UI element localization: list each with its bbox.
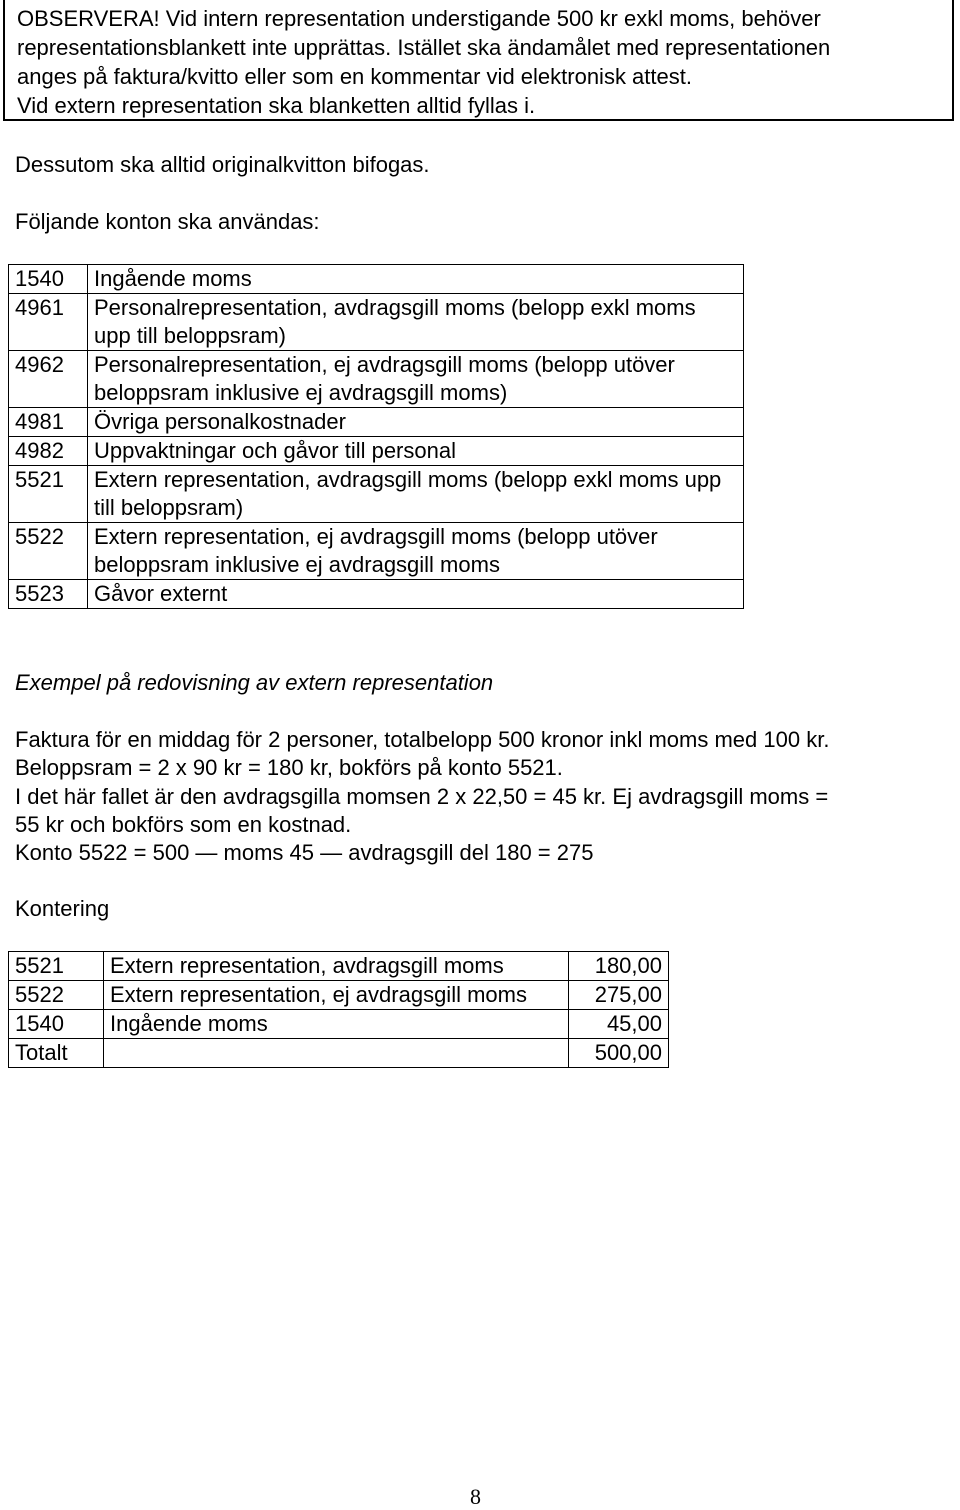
- account-code: 4961: [9, 294, 88, 351]
- table-row: [9, 1039, 669, 1068]
- account-code: 1540: [9, 265, 88, 294]
- notice-box: [3, 0, 954, 121]
- notice-line: anges på faktura/kvitto eller som en kommentar vid elektronisk attest.: [17, 64, 692, 89]
- kontering-amount: 180,00: [569, 952, 669, 981]
- account-code: 5523: [9, 580, 88, 609]
- table-row: [9, 981, 669, 1010]
- example-line: Beloppsram = 2 x 90 kr = 180 kr, bokförs på konto 5521.: [15, 755, 563, 780]
- account-description: Gåvor externt: [88, 580, 744, 609]
- page-number: 8: [470, 1484, 481, 1509]
- notice-line: OBSERVERA! Vid intern representation understigande 500 kr exkl moms, behöver: [17, 6, 821, 31]
- table-row: [9, 952, 669, 981]
- kontering-description: Ingående moms: [104, 1010, 569, 1039]
- kontering-amount: 275,00: [569, 981, 669, 1010]
- kontering-description: [104, 981, 569, 1010]
- kontering-description: [104, 1039, 569, 1068]
- account-description: Extern representation, ej avdragsgill moms (belopp utöver beloppsram inklusive ej avdragsgill moms: [88, 523, 744, 580]
- kontering-code: 5522: [9, 981, 104, 1010]
- example-heading: Exempel på redovisning av extern representation: [15, 670, 494, 695]
- table-row: [9, 437, 744, 466]
- table-row: [9, 1010, 669, 1039]
- kontering-code: 5521: [9, 952, 104, 981]
- account-code: 4982: [9, 437, 88, 466]
- account-description: Övriga personalkostnader: [88, 408, 744, 437]
- account-description: Personalrepresentation, ej avdragsgill moms (belopp utöver beloppsram inklusive ej avdragsgill moms): [88, 351, 744, 408]
- account-description: Personalrepresentation, avdragsgill moms (belopp exkl moms upp till beloppsram): [88, 294, 744, 351]
- account-code: 4962: [9, 351, 88, 408]
- kontering-code: Totalt: [9, 1039, 104, 1068]
- receipts-note: Dessutom ska alltid originalkvitton bifogas.: [15, 152, 430, 177]
- account-description: Ingående moms: [88, 265, 744, 294]
- example-line: Konto 5522 = 500 — moms 45 — avdragsgill del 180 = 275: [15, 840, 594, 865]
- kontering-amount: 45,00: [569, 1010, 669, 1039]
- example-line: I det här fallet är den avdragsgilla momsen 2 x 22,50 = 45 kr. Ej avdragsgill moms =: [15, 784, 829, 809]
- account-description: Uppvaktningar och gåvor till personal: [88, 437, 744, 466]
- kontering-code: 1540: [9, 1010, 104, 1039]
- table-row: [9, 580, 744, 609]
- notice-line: representationsblankett inte upprättas. Istället ska ändamålet med representationen: [17, 35, 831, 60]
- example-line: Faktura för en middag för 2 personer, totalbelopp 500 kronor inkl moms med 100 kr.: [15, 727, 830, 752]
- table-row: [9, 294, 744, 351]
- kontering-description-text: Extern representation, ej avdragsgill moms: [110, 982, 527, 1007]
- account-code: 4981: [9, 408, 88, 437]
- table-row: [9, 265, 744, 294]
- kontering-description: Extern representation, avdragsgill moms: [104, 952, 569, 981]
- accounts-intro: Följande konton ska användas:: [15, 209, 320, 234]
- table-row: [9, 351, 744, 408]
- account-description: Extern representation, avdragsgill moms (belopp exkl moms upp till beloppsram): [88, 466, 744, 523]
- table-row: [9, 408, 744, 437]
- kontering-heading: Kontering: [15, 896, 110, 921]
- kontering-amount: 500,00: [569, 1039, 669, 1068]
- account-code: 5521: [9, 466, 88, 523]
- account-code: 5522: [9, 523, 88, 580]
- table-row: [9, 523, 744, 580]
- table-row: [9, 466, 744, 523]
- notice-line: Vid extern representation ska blanketten alltid fyllas i.: [17, 93, 536, 118]
- kontering-table: [8, 951, 669, 1068]
- accounts-table: [8, 264, 744, 609]
- example-line: 55 kr och bokförs som en kostnad.: [15, 812, 352, 837]
